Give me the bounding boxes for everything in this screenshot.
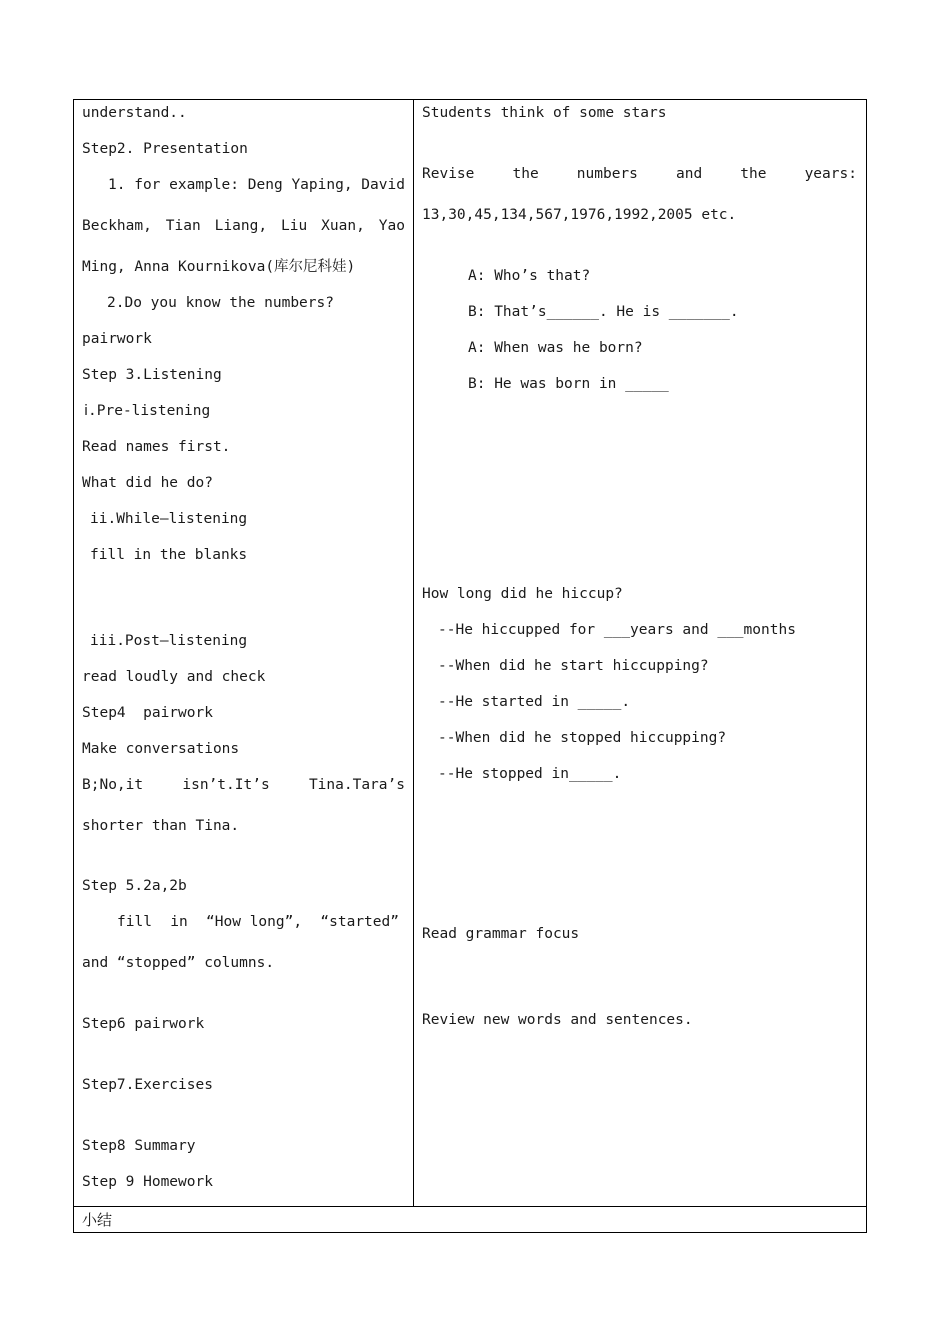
right-line: B: He was born in _____: [468, 376, 669, 392]
left-line: and “stopped” columns.: [82, 955, 275, 971]
column-divider: [413, 99, 414, 1207]
left-line: Ming, Anna Kournikova(库尔尼科娃): [82, 259, 356, 275]
left-line: 1. for example: Deng Yaping, David: [108, 177, 405, 193]
left-line: What did he do?: [82, 475, 213, 491]
right-line: 13,30,45,134,567,1976,1992,2005 etc.: [422, 207, 737, 223]
left-line: Make conversations: [82, 741, 240, 757]
left-line: fill in the blanks: [90, 547, 248, 563]
right-line: --He hiccupped for ___years and ___months: [438, 622, 796, 638]
left-line: ii.While—listening: [90, 511, 248, 527]
left-line: shorter than Tina.: [82, 818, 240, 834]
left-line: pairwork: [82, 331, 152, 347]
right-line: Review new words and sentences.: [422, 1012, 693, 1028]
summary-label: 小结: [82, 1211, 113, 1229]
right-line: Students think of some stars: [422, 105, 667, 121]
left-line: Step6 pairwork: [82, 1016, 205, 1032]
right-line: Revise the numbers and the years:: [422, 166, 857, 182]
right-line: --When did he start hiccupping?: [438, 658, 709, 674]
right-line: A: Who’s that?: [468, 268, 591, 284]
left-line: Step 3.Listening: [82, 367, 222, 383]
left-line: Step7.Exercises: [82, 1077, 213, 1093]
left-line: Step2. Presentation: [82, 141, 248, 157]
right-line: Read grammar focus: [422, 926, 580, 942]
left-line: Step 5.2a,2b: [82, 878, 187, 894]
left-line: understand..: [82, 105, 187, 121]
right-line: B: That’s______. He is _______.: [468, 304, 739, 320]
right-line: How long did he hiccup?: [422, 586, 623, 602]
left-line: Read names first.: [82, 439, 231, 455]
right-line: --He stopped in_____.: [438, 766, 622, 782]
left-line: 2.Do you know the numbers?: [107, 295, 334, 311]
right-line: A: When was he born?: [468, 340, 643, 356]
right-line: --He started in _____.: [438, 694, 631, 710]
right-line: --When did he stopped hiccupping?: [438, 730, 727, 746]
row-divider: [73, 1206, 867, 1207]
left-line: iii.Post—listening: [90, 633, 248, 649]
left-line: Step8 Summary: [82, 1138, 196, 1154]
left-line: Step 9 Homework: [82, 1174, 213, 1190]
left-line: B;No,it isn’t.It’s Tina.Tara’s: [82, 777, 405, 793]
left-line: fill in “How long”, “started”: [117, 914, 399, 930]
left-line: read loudly and check: [82, 669, 266, 685]
left-line: Step4 pairwork: [82, 705, 213, 721]
left-line: Beckham, Tian Liang, Liu Xuan, Yao: [82, 218, 405, 234]
left-line: ⅰ.Pre-listening: [84, 403, 211, 419]
